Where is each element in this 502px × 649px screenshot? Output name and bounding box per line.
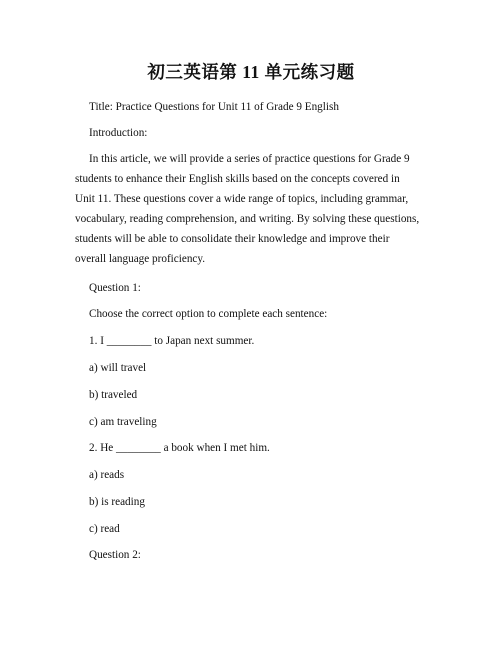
answer-option: a) reads bbox=[89, 469, 125, 481]
intro-line: overall language proficiency. bbox=[75, 253, 206, 265]
intro-line: In this article, we will provide a series of practice questions for Grade 9 bbox=[89, 153, 410, 165]
question2-heading: Question 2: bbox=[89, 549, 141, 561]
answer-option: b) is reading bbox=[89, 496, 145, 508]
answer-option: b) traveled bbox=[89, 389, 138, 401]
intro-paragraph bbox=[75, 149, 445, 269]
intro-line: Unit 11. These questions cover a wide range of topics, including grammar, bbox=[75, 193, 409, 205]
answer-option: c) am traveling bbox=[89, 416, 157, 428]
question-stem: 2. He ________ a book when I met him. bbox=[89, 442, 270, 454]
intro-heading: Introduction: bbox=[89, 127, 148, 139]
question1-heading: Question 1: bbox=[89, 282, 141, 294]
document-title: 初三英语第 11 单元练习题 bbox=[147, 62, 355, 82]
intro-line: students to enhance their English skills based on the concepts covered in bbox=[75, 173, 400, 185]
intro-line: vocabulary, reading comprehension, and writing. By solving these questions, bbox=[75, 213, 420, 225]
intro-line: students will be able to consolidate their knowledge and improve their bbox=[75, 233, 390, 245]
question-stem: 1. I ________ to Japan next summer. bbox=[89, 335, 255, 347]
answer-option: c) read bbox=[89, 523, 120, 535]
answer-option: a) will travel bbox=[89, 362, 147, 374]
title-line: Title: Practice Questions for Unit 11 of Grade 9 English bbox=[89, 101, 339, 113]
question1-instruction: Choose the correct option to complete each sentence: bbox=[89, 308, 328, 320]
